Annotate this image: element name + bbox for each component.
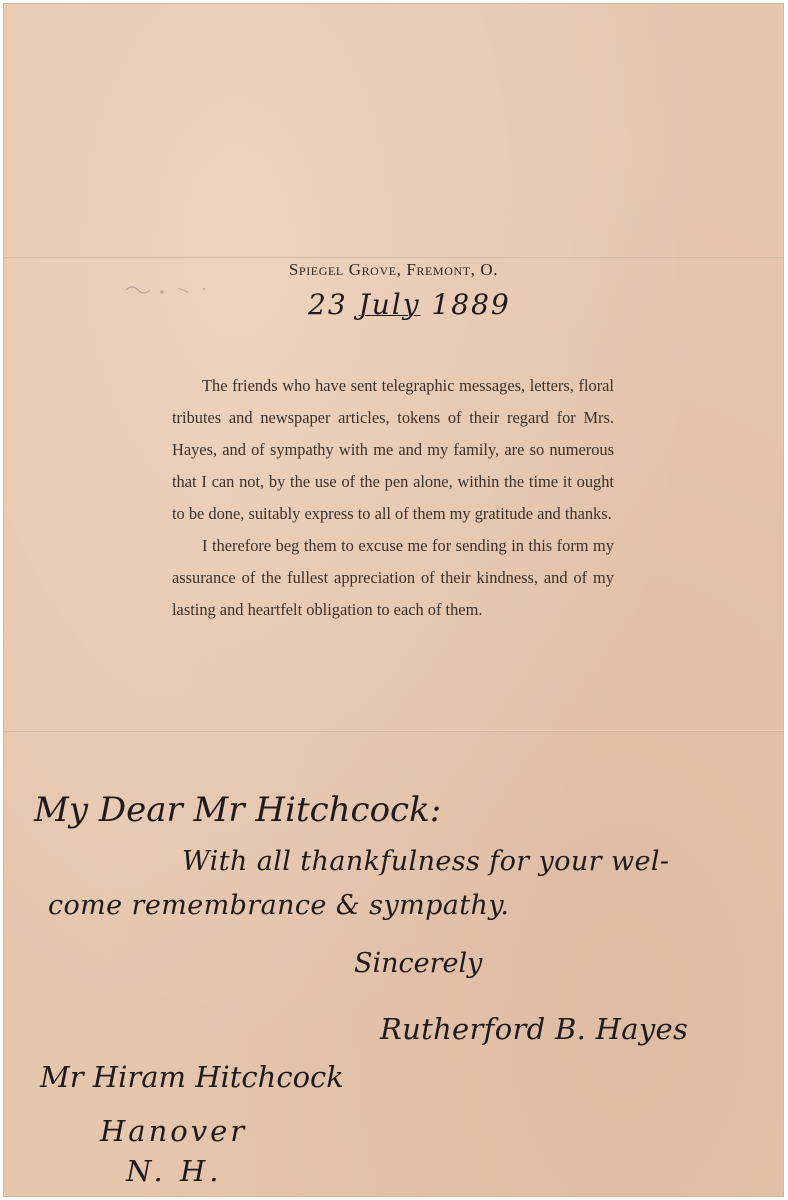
body-paragraph-2: I therefore beg them to excuse me for sending in this form my assurance of the fullest appreciation of their kindness, and of my lasting and heartfelt obligation to each of them. <box>172 536 614 619</box>
date-year: 1889 <box>431 288 511 321</box>
fold-crease-top <box>4 256 783 258</box>
handwritten-line-1: With all thankfulness for your wel- <box>182 846 670 877</box>
letterhead-heading: Spiegel Grove, Fremont, O. <box>288 260 499 279</box>
address-name: Mr Hiram Hitchcock <box>40 1060 344 1094</box>
handwritten-closing: Sincerely <box>354 948 483 979</box>
address-state: N. H. <box>126 1154 223 1188</box>
handwritten-salutation: My Dear Mr Hitchcock: <box>34 790 442 830</box>
address-city: Hanover <box>100 1114 248 1148</box>
printed-body <box>172 370 614 626</box>
signature: Rutherford B. Hayes <box>380 1012 689 1046</box>
body-paragraph-1: The friends who have sent telegraphic messages, letters, floral tributes and newspaper articles, tokens of their regard for Mrs. Hayes, and of sympathy with me and my family, are so numerous that I can not, by the use of the pen alone, within the time it ought to be done, suitably express to all of them my gratitude and thanks. <box>172 376 614 523</box>
handwritten-date <box>308 288 511 321</box>
handwritten-line-2: come remembrance & sympathy. <box>48 890 510 921</box>
fold-crease-bottom <box>4 730 783 732</box>
ink-smudge <box>122 280 212 298</box>
date-day: 23 <box>308 288 348 321</box>
date-month: July <box>358 288 421 321</box>
letter-sheet <box>4 4 783 1196</box>
